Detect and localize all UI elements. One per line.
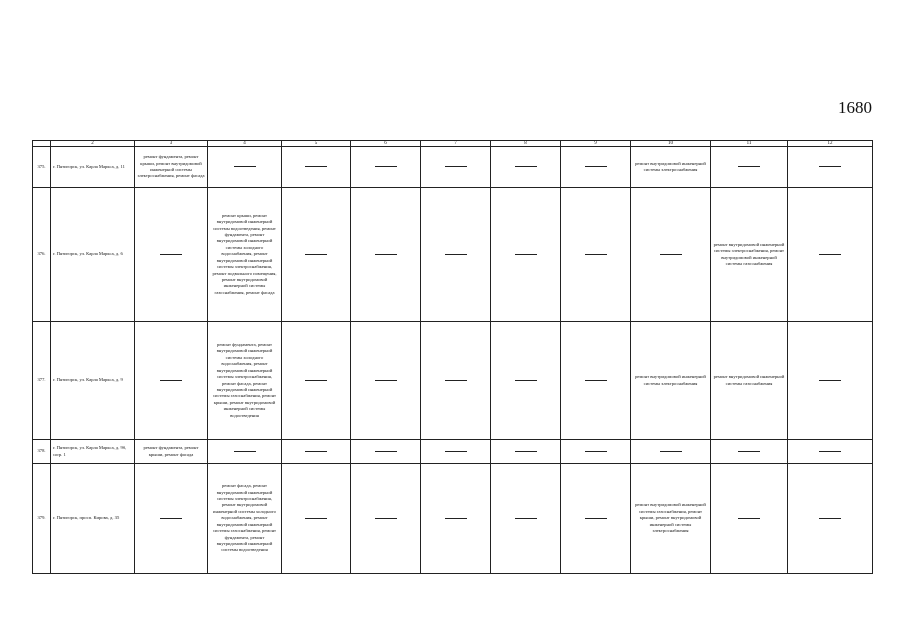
empty-dash [445, 166, 467, 167]
page-number: 1680 [838, 98, 872, 117]
empty-dash [585, 380, 607, 381]
works-col8 [491, 464, 561, 574]
empty-dash [819, 166, 841, 167]
works-col6 [351, 440, 421, 464]
address-cell: г. Пятигорск, ул. Карла Маркса, д. 11 [51, 147, 135, 188]
empty-dash [160, 380, 182, 381]
empty-dash [515, 518, 537, 519]
empty-dash [515, 451, 537, 452]
works-col3: ремонт фундамента, ремонт крыши, ремонт внутридомовой инженерной системы электроснабжения, ремонт фасада [135, 147, 208, 188]
works-col11: ремонт внутридомовой инженерной системы газоснабжения [711, 322, 788, 440]
empty-dash [305, 166, 327, 167]
empty-dash [660, 451, 682, 452]
column-header: 9 [561, 141, 631, 147]
empty-dash [375, 451, 397, 452]
works-col5 [282, 464, 351, 574]
works-col11: ремонт внутридомовой инженерной системы электроснабжения, ремонт внутридомовой инженерной системы газоснабжения [711, 188, 788, 322]
empty-dash [585, 451, 607, 452]
empty-dash [445, 254, 467, 255]
empty-dash [585, 254, 607, 255]
empty-dash [515, 254, 537, 255]
works-col4 [208, 440, 282, 464]
works-col3 [135, 322, 208, 440]
works-col5 [282, 147, 351, 188]
works-col6 [351, 464, 421, 574]
empty-dash [375, 166, 397, 167]
empty-dash [234, 451, 256, 452]
works-col9 [561, 147, 631, 188]
works-col10: ремонт внутридомовой инженерной системы электроснабжения [631, 322, 711, 440]
works-col11 [711, 147, 788, 188]
column-header: 6 [351, 141, 421, 147]
table-row [33, 147, 873, 188]
works-col10 [631, 188, 711, 322]
works-col12 [788, 464, 873, 574]
empty-dash [445, 380, 467, 381]
works-col11 [711, 464, 788, 574]
repair-schedule-table [32, 140, 873, 574]
works-col5 [282, 322, 351, 440]
works-col9 [561, 322, 631, 440]
empty-dash [305, 254, 327, 255]
works-col12 [788, 322, 873, 440]
works-col10: ремонт внутридомовой инженерной системы газоснабжения, ремонт крыши, ремонт внутридомовой инженерной системы электроснабжения [631, 464, 711, 574]
empty-dash [305, 380, 327, 381]
empty-dash [375, 380, 397, 381]
works-col10: ремонт внутридомовой инженерной системы электроснабжения [631, 147, 711, 188]
empty-dash [738, 451, 760, 452]
empty-dash [819, 254, 841, 255]
address-cell: г. Пятигорск, ул. Карла Маркса, д. 6 [51, 188, 135, 322]
table-row [33, 440, 873, 464]
works-col6 [351, 147, 421, 188]
row-number: 376. [33, 188, 51, 322]
works-col4: ремонт фундамента, ремонт внутридомовой инженерной системы холодного водоснабжения, ремонт внутридомовой инженерной системы электроснабжения, ремонт фасада, ремонт внутридомовой инженерной системы газоснабжения, ремонт крыши, ремонт внутридомовой инженерной системы водоотведения [208, 322, 282, 440]
empty-dash [819, 518, 841, 519]
works-col4 [208, 147, 282, 188]
empty-dash [305, 518, 327, 519]
empty-dash [738, 166, 760, 167]
works-col8 [491, 147, 561, 188]
empty-dash [160, 518, 182, 519]
empty-dash [234, 166, 256, 167]
column-header: 7 [421, 141, 491, 147]
empty-dash [738, 518, 760, 519]
works-col3 [135, 188, 208, 322]
empty-dash [515, 166, 537, 167]
row-number: 378. [33, 440, 51, 464]
works-col6 [351, 322, 421, 440]
works-col10 [631, 440, 711, 464]
table-row [33, 464, 873, 574]
column-header: 11 [711, 141, 788, 147]
works-col7 [421, 188, 491, 322]
column-header: 4 [208, 141, 282, 147]
works-col12 [788, 440, 873, 464]
works-col3: ремонт фундамента, ремонт крыши, ремонт фасада [135, 440, 208, 464]
empty-dash [585, 166, 607, 167]
column-header: 10 [631, 141, 711, 147]
empty-dash [305, 451, 327, 452]
column-header: 3 [135, 141, 208, 147]
works-col9 [561, 464, 631, 574]
address-cell: г. Пятигорск, ул. Карла Маркса, д. 9 [51, 322, 135, 440]
row-number: 379. [33, 464, 51, 574]
empty-dash [819, 380, 841, 381]
works-col7 [421, 147, 491, 188]
column-header: 8 [491, 141, 561, 147]
works-col7 [421, 464, 491, 574]
address-cell: г. Пятигорск, просп. Кирова, д. 35 [51, 464, 135, 574]
column-header: 5 [282, 141, 351, 147]
works-col9 [561, 188, 631, 322]
empty-dash [375, 254, 397, 255]
row-number: 377. [33, 322, 51, 440]
empty-dash [660, 254, 682, 255]
empty-dash [160, 254, 182, 255]
works-col8 [491, 188, 561, 322]
works-col4: ремонт фасада, ремонт внутридомовой инженерной системы электроснабжения, ремонт внутридомовой инженерной системы холодного водоснабжения, ремонт внутридомовой инженерной системы газоснабжения, ремонт фундамента, ремонт внутридомовой инженерной системы водоотведения [208, 464, 282, 574]
empty-dash [445, 518, 467, 519]
works-col6 [351, 188, 421, 322]
works-col12 [788, 188, 873, 322]
works-col8 [491, 440, 561, 464]
works-col7 [421, 440, 491, 464]
empty-dash [515, 380, 537, 381]
table-row [33, 188, 873, 322]
works-col4: ремонт крыши, ремонт внутридомовой инженерной системы водоотведения, ремонт фундамента, ремонт внутридомовой инженерной системы холодного водоснабжения, ремонт внутридомовой инженерной системы электроснабжения, ремонт подвального помещения, ремонт внутридомовой инженерной системы газоснабжения, ремонт фасада [208, 188, 282, 322]
works-col5 [282, 188, 351, 322]
column-header: 12 [788, 141, 873, 147]
works-col11 [711, 440, 788, 464]
empty-dash [585, 518, 607, 519]
works-col8 [491, 322, 561, 440]
works-col9 [561, 440, 631, 464]
empty-dash [375, 518, 397, 519]
works-col12 [788, 147, 873, 188]
works-col5 [282, 440, 351, 464]
column-header: 2 [51, 141, 135, 147]
empty-dash [819, 451, 841, 452]
works-col3 [135, 464, 208, 574]
row-number: 375. [33, 147, 51, 188]
address-cell: г. Пятигорск, ул. Карла Маркса, д. 9б, corp. 1 [51, 440, 135, 464]
empty-dash [445, 451, 467, 452]
works-col7 [421, 322, 491, 440]
table-row [33, 322, 873, 440]
